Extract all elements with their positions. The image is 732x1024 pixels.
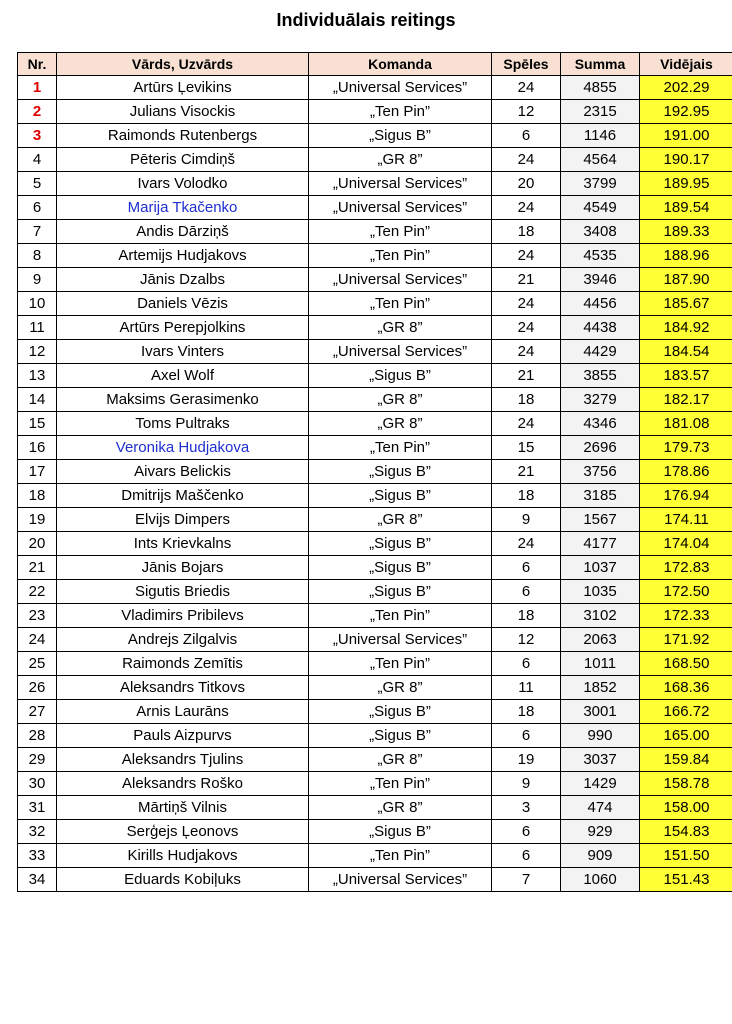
cell-name: Serģejs Ļeonovs xyxy=(57,820,309,844)
cell-avg: 192.95 xyxy=(640,100,732,124)
cell-nr: 2 xyxy=(18,100,57,124)
cell-games: 24 xyxy=(492,76,561,100)
cell-nr: 3 xyxy=(18,124,57,148)
cell-avg: 190.17 xyxy=(640,148,732,172)
cell-sum: 909 xyxy=(561,844,640,868)
cell-avg: 159.84 xyxy=(640,748,732,772)
cell-team: „Ten Pin” xyxy=(309,772,492,796)
table-row xyxy=(18,844,732,868)
cell-avg: 158.00 xyxy=(640,796,732,820)
cell-sum: 3102 xyxy=(561,604,640,628)
table-row xyxy=(18,796,732,820)
cell-avg: 166.72 xyxy=(640,700,732,724)
cell-sum: 3855 xyxy=(561,364,640,388)
header-sum: Summa xyxy=(561,53,640,76)
table-row xyxy=(18,724,732,748)
cell-games: 19 xyxy=(492,748,561,772)
header-team: Komanda xyxy=(309,53,492,76)
cell-team: „Ten Pin” xyxy=(309,292,492,316)
cell-team: „Sigus B” xyxy=(309,820,492,844)
cell-nr: 18 xyxy=(18,484,57,508)
cell-nr: 7 xyxy=(18,220,57,244)
cell-games: 18 xyxy=(492,604,561,628)
cell-games: 6 xyxy=(492,556,561,580)
cell-games: 11 xyxy=(492,676,561,700)
cell-avg: 174.11 xyxy=(640,508,732,532)
cell-nr: 21 xyxy=(18,556,57,580)
table-row xyxy=(18,532,732,556)
header-games: Spēles xyxy=(492,53,561,76)
cell-avg: 154.83 xyxy=(640,820,732,844)
cell-games: 24 xyxy=(492,292,561,316)
cell-avg: 182.17 xyxy=(640,388,732,412)
cell-name: Toms Pultraks xyxy=(57,412,309,436)
cell-games: 24 xyxy=(492,244,561,268)
table-row xyxy=(18,604,732,628)
table-row xyxy=(18,484,732,508)
cell-games: 6 xyxy=(492,652,561,676)
table-row xyxy=(18,340,732,364)
cell-sum: 4855 xyxy=(561,76,640,100)
cell-games: 21 xyxy=(492,268,561,292)
cell-team: „Sigus B” xyxy=(309,700,492,724)
cell-team: „Sigus B” xyxy=(309,724,492,748)
cell-team: „Ten Pin” xyxy=(309,100,492,124)
cell-name: Dmitrijs Maščenko xyxy=(57,484,309,508)
cell-games: 24 xyxy=(492,316,561,340)
cell-sum: 990 xyxy=(561,724,640,748)
cell-team: „Sigus B” xyxy=(309,532,492,556)
table-row xyxy=(18,580,732,604)
table-row xyxy=(18,436,732,460)
cell-avg: 151.50 xyxy=(640,844,732,868)
cell-sum: 1035 xyxy=(561,580,640,604)
header-avg: Vidējais xyxy=(640,53,732,76)
cell-games: 9 xyxy=(492,772,561,796)
cell-sum: 3037 xyxy=(561,748,640,772)
cell-games: 12 xyxy=(492,100,561,124)
cell-name: Sigutis Briedis xyxy=(57,580,309,604)
cell-nr: 20 xyxy=(18,532,57,556)
cell-games: 6 xyxy=(492,844,561,868)
cell-avg: 172.50 xyxy=(640,580,732,604)
cell-nr: 26 xyxy=(18,676,57,700)
cell-name: Maksims Gerasimenko xyxy=(57,388,309,412)
table-row xyxy=(18,628,732,652)
cell-avg: 187.90 xyxy=(640,268,732,292)
cell-sum: 4177 xyxy=(561,532,640,556)
cell-avg: 168.50 xyxy=(640,652,732,676)
cell-games: 24 xyxy=(492,532,561,556)
cell-team: „Universal Services” xyxy=(309,628,492,652)
cell-nr: 22 xyxy=(18,580,57,604)
cell-nr: 27 xyxy=(18,700,57,724)
cell-team: „Universal Services” xyxy=(309,172,492,196)
cell-avg: 202.29 xyxy=(640,76,732,100)
cell-sum: 2063 xyxy=(561,628,640,652)
cell-team: „Sigus B” xyxy=(309,580,492,604)
table-row xyxy=(18,556,732,580)
cell-nr: 30 xyxy=(18,772,57,796)
cell-name: Elvijs Dimpers xyxy=(57,508,309,532)
cell-avg: 183.57 xyxy=(640,364,732,388)
table-row xyxy=(18,676,732,700)
cell-nr: 8 xyxy=(18,244,57,268)
table-row xyxy=(18,748,732,772)
cell-nr: 13 xyxy=(18,364,57,388)
cell-avg: 184.54 xyxy=(640,340,732,364)
cell-avg: 172.33 xyxy=(640,604,732,628)
cell-sum: 4456 xyxy=(561,292,640,316)
cell-name: Andrejs Zilgalvis xyxy=(57,628,309,652)
table-body xyxy=(18,76,732,892)
cell-team: „GR 8” xyxy=(309,748,492,772)
cell-avg: 168.36 xyxy=(640,676,732,700)
cell-sum: 4438 xyxy=(561,316,640,340)
cell-nr: 5 xyxy=(18,172,57,196)
cell-sum: 3408 xyxy=(561,220,640,244)
cell-team: „GR 8” xyxy=(309,508,492,532)
cell-avg: 151.43 xyxy=(640,868,732,892)
cell-name: Artūrs Ļevikins xyxy=(57,76,309,100)
cell-name: Aivars Belickis xyxy=(57,460,309,484)
cell-games: 18 xyxy=(492,220,561,244)
cell-sum: 3946 xyxy=(561,268,640,292)
cell-sum: 4346 xyxy=(561,412,640,436)
rating-table xyxy=(17,52,732,892)
cell-games: 24 xyxy=(492,340,561,364)
cell-name: Axel Wolf xyxy=(57,364,309,388)
cell-games: 7 xyxy=(492,868,561,892)
cell-games: 24 xyxy=(492,412,561,436)
cell-sum: 1037 xyxy=(561,556,640,580)
cell-sum: 474 xyxy=(561,796,640,820)
cell-sum: 4535 xyxy=(561,244,640,268)
cell-name: Eduards Kobiļuks xyxy=(57,868,309,892)
cell-nr: 29 xyxy=(18,748,57,772)
cell-sum: 3799 xyxy=(561,172,640,196)
cell-games: 18 xyxy=(492,700,561,724)
cell-avg: 181.08 xyxy=(640,412,732,436)
cell-team: „GR 8” xyxy=(309,316,492,340)
cell-avg: 158.78 xyxy=(640,772,732,796)
cell-avg: 178.86 xyxy=(640,460,732,484)
cell-nr: 32 xyxy=(18,820,57,844)
cell-name: Aleksandrs Roško xyxy=(57,772,309,796)
cell-sum: 4549 xyxy=(561,196,640,220)
cell-nr: 4 xyxy=(18,148,57,172)
cell-name: Kirills Hudjakovs xyxy=(57,844,309,868)
cell-team: „Sigus B” xyxy=(309,124,492,148)
table-row xyxy=(18,316,732,340)
cell-team: „Sigus B” xyxy=(309,556,492,580)
cell-name: Arnis Laurāns xyxy=(57,700,309,724)
cell-nr: 28 xyxy=(18,724,57,748)
cell-name: Ivars Vinters xyxy=(57,340,309,364)
cell-team: „GR 8” xyxy=(309,148,492,172)
page-title: Individuālais reitings xyxy=(276,10,456,30)
cell-sum: 1429 xyxy=(561,772,640,796)
cell-nr: 19 xyxy=(18,508,57,532)
cell-sum: 2315 xyxy=(561,100,640,124)
cell-avg: 189.95 xyxy=(640,172,732,196)
cell-nr: 15 xyxy=(18,412,57,436)
cell-team: „Sigus B” xyxy=(309,484,492,508)
cell-name: Marija Tkačenko xyxy=(57,196,309,220)
cell-name: Veronika Hudjakova xyxy=(57,436,309,460)
cell-nr: 31 xyxy=(18,796,57,820)
cell-team: „Sigus B” xyxy=(309,460,492,484)
cell-sum: 3756 xyxy=(561,460,640,484)
cell-avg: 189.33 xyxy=(640,220,732,244)
table-row xyxy=(18,268,732,292)
cell-games: 18 xyxy=(492,484,561,508)
table-row xyxy=(18,772,732,796)
cell-games: 21 xyxy=(492,460,561,484)
cell-sum: 3279 xyxy=(561,388,640,412)
table-row xyxy=(18,76,732,100)
cell-games: 3 xyxy=(492,796,561,820)
cell-team: „GR 8” xyxy=(309,796,492,820)
table-row xyxy=(18,172,732,196)
cell-team: „Universal Services” xyxy=(309,196,492,220)
table-row xyxy=(18,244,732,268)
cell-name: Andis Dārziņš xyxy=(57,220,309,244)
cell-name: Daniels Vēzis xyxy=(57,292,309,316)
cell-nr: 33 xyxy=(18,844,57,868)
cell-team: „Ten Pin” xyxy=(309,220,492,244)
cell-name: Ivars Volodko xyxy=(57,172,309,196)
table-row xyxy=(18,100,732,124)
header-nr: Nr. xyxy=(18,53,57,76)
cell-sum: 929 xyxy=(561,820,640,844)
table-row xyxy=(18,412,732,436)
table-row xyxy=(18,388,732,412)
cell-sum: 2696 xyxy=(561,436,640,460)
cell-name: Vladimirs Pribilevs xyxy=(57,604,309,628)
cell-team: „Ten Pin” xyxy=(309,436,492,460)
cell-sum: 4429 xyxy=(561,340,640,364)
cell-games: 6 xyxy=(492,820,561,844)
cell-team: „Ten Pin” xyxy=(309,244,492,268)
cell-nr: 9 xyxy=(18,268,57,292)
cell-team: „Universal Services” xyxy=(309,76,492,100)
cell-name: Mārtiņš Vilnis xyxy=(57,796,309,820)
cell-games: 6 xyxy=(492,580,561,604)
cell-nr: 12 xyxy=(18,340,57,364)
cell-team: „Sigus B” xyxy=(309,364,492,388)
table-row xyxy=(18,820,732,844)
cell-nr: 34 xyxy=(18,868,57,892)
cell-nr: 6 xyxy=(18,196,57,220)
cell-team: „Ten Pin” xyxy=(309,652,492,676)
cell-name: Pēteris Cimdiņš xyxy=(57,148,309,172)
cell-sum: 3185 xyxy=(561,484,640,508)
cell-games: 24 xyxy=(492,148,561,172)
header-row xyxy=(18,53,732,76)
cell-nr: 25 xyxy=(18,652,57,676)
table-row xyxy=(18,364,732,388)
table-row xyxy=(18,220,732,244)
cell-nr: 24 xyxy=(18,628,57,652)
cell-avg: 172.83 xyxy=(640,556,732,580)
cell-name: Artūrs Perepjolkins xyxy=(57,316,309,340)
cell-avg: 191.00 xyxy=(640,124,732,148)
cell-games: 18 xyxy=(492,388,561,412)
cell-nr: 11 xyxy=(18,316,57,340)
cell-name: Julians Visockis xyxy=(57,100,309,124)
table-row xyxy=(18,292,732,316)
cell-nr: 1 xyxy=(18,76,57,100)
cell-games: 6 xyxy=(492,724,561,748)
table-row xyxy=(18,508,732,532)
cell-nr: 17 xyxy=(18,460,57,484)
cell-name: Aleksandrs Titkovs xyxy=(57,676,309,700)
table-row xyxy=(18,700,732,724)
cell-sum: 1011 xyxy=(561,652,640,676)
cell-nr: 10 xyxy=(18,292,57,316)
cell-avg: 171.92 xyxy=(640,628,732,652)
cell-name: Aleksandrs Tjulins xyxy=(57,748,309,772)
cell-sum: 1060 xyxy=(561,868,640,892)
cell-name: Jānis Bojars xyxy=(57,556,309,580)
cell-team: „Universal Services” xyxy=(309,340,492,364)
cell-games: 24 xyxy=(492,196,561,220)
cell-sum: 4564 xyxy=(561,148,640,172)
cell-games: 20 xyxy=(492,172,561,196)
cell-games: 21 xyxy=(492,364,561,388)
cell-name: Raimonds Rutenbergs xyxy=(57,124,309,148)
table-row xyxy=(18,124,732,148)
table-row xyxy=(18,196,732,220)
cell-nr: 23 xyxy=(18,604,57,628)
cell-avg: 188.96 xyxy=(640,244,732,268)
cell-sum: 1567 xyxy=(561,508,640,532)
cell-name: Jānis Dzalbs xyxy=(57,268,309,292)
cell-sum: 3001 xyxy=(561,700,640,724)
cell-nr: 14 xyxy=(18,388,57,412)
cell-avg: 185.67 xyxy=(640,292,732,316)
cell-team: „GR 8” xyxy=(309,388,492,412)
cell-name: Ints Krievkalns xyxy=(57,532,309,556)
cell-games: 12 xyxy=(492,628,561,652)
cell-avg: 179.73 xyxy=(640,436,732,460)
cell-team: „Universal Services” xyxy=(309,868,492,892)
table-row xyxy=(18,868,732,892)
cell-avg: 174.04 xyxy=(640,532,732,556)
cell-name: Raimonds Zemītis xyxy=(57,652,309,676)
cell-team: „Ten Pin” xyxy=(309,604,492,628)
table-row xyxy=(18,460,732,484)
cell-avg: 176.94 xyxy=(640,484,732,508)
cell-sum: 1852 xyxy=(561,676,640,700)
cell-team: „GR 8” xyxy=(309,676,492,700)
cell-avg: 184.92 xyxy=(640,316,732,340)
header-name: Vārds, Uzvārds xyxy=(57,53,309,76)
cell-games: 15 xyxy=(492,436,561,460)
cell-avg: 189.54 xyxy=(640,196,732,220)
cell-games: 9 xyxy=(492,508,561,532)
table-row xyxy=(18,148,732,172)
cell-team: „Ten Pin” xyxy=(309,844,492,868)
cell-team: „GR 8” xyxy=(309,412,492,436)
cell-games: 6 xyxy=(492,124,561,148)
cell-nr: 16 xyxy=(18,436,57,460)
table-row xyxy=(18,652,732,676)
cell-sum: 1146 xyxy=(561,124,640,148)
cell-avg: 165.00 xyxy=(640,724,732,748)
cell-name: Artemijs Hudjakovs xyxy=(57,244,309,268)
cell-name: Pauls Aizpurvs xyxy=(57,724,309,748)
cell-team: „Universal Services” xyxy=(309,268,492,292)
